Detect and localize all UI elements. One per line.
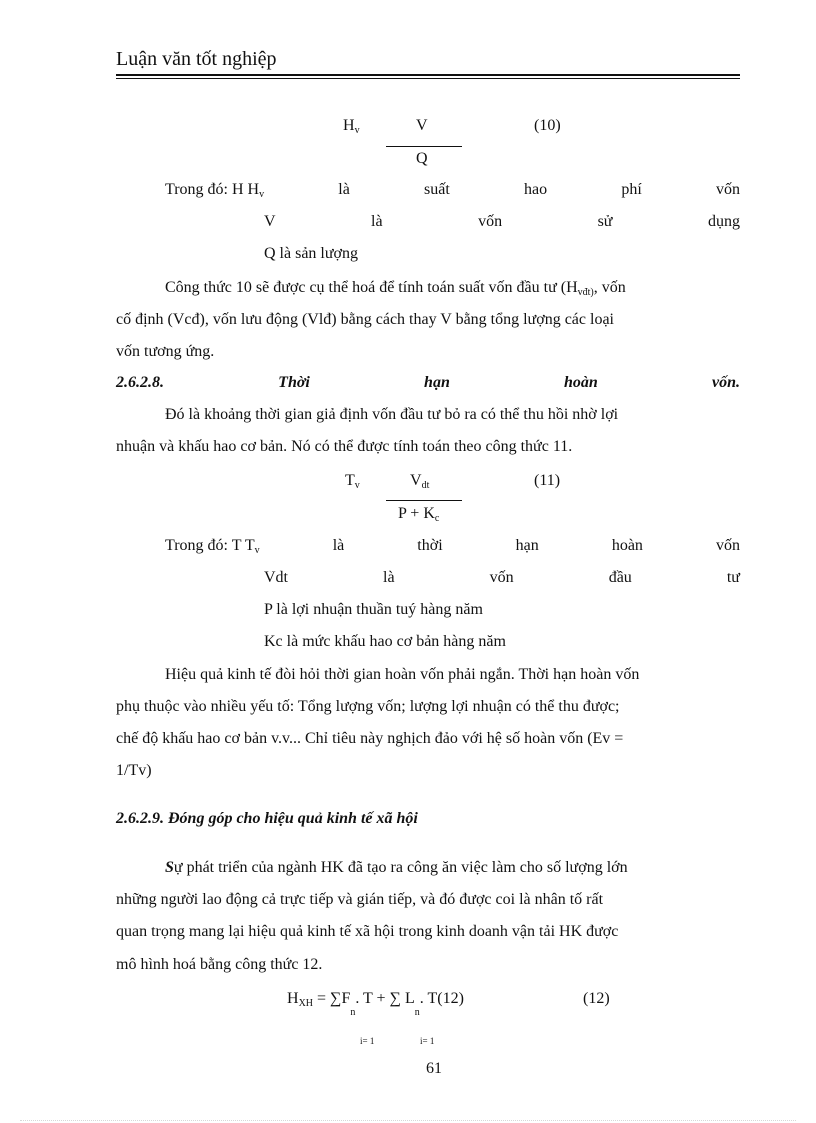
where11-word: vốn <box>489 569 514 586</box>
where10-word: dụng <box>707 213 740 230</box>
where11-line1 <box>165 537 740 556</box>
where10-word: vốn <box>716 181 740 198</box>
page-bottom-edge <box>20 1120 796 1121</box>
formula11-denominator: $P + K_c$ <box>398 505 440 524</box>
where11-word: hoàn <box>611 537 643 554</box>
para-efficiency-line1: Hiệu quả kinh tế đòi hỏi thời gian hoàn vốn phải ngắn. Thời hạn hoàn vốn <box>165 666 640 683</box>
formula11-numerator: $V_{dt}$ <box>410 472 430 491</box>
formula10-denominator: Q <box>416 150 428 167</box>
where10-word: là <box>371 213 383 230</box>
formula10-lhs: $H_v$ <box>343 117 360 136</box>
where10-word: suất <box>424 181 450 198</box>
where10-word: là <box>338 181 350 198</box>
para-2629-line3: quan trọng mang lại hiệu quả kinh tế xã hội trong kinh doanh vận tải HK được <box>116 923 619 940</box>
formula12-expression: $H_{XH} = \sum F_n$. T + ∑ $L_n$. T(12) <box>287 990 464 1018</box>
where10-line2 <box>264 213 740 231</box>
para-2629-line1: Sự phát triển của ngành HK đã tạo ra công ăn việc làm cho số lượng lớn <box>165 859 628 876</box>
page-header-title: Luận văn tốt nghiệp <box>116 48 277 70</box>
where11-word: vốn <box>715 537 740 554</box>
where11-word: hạn <box>515 537 539 554</box>
where11-word: là <box>383 569 395 586</box>
where10-word: sử <box>597 213 613 230</box>
heading-word: hoàn <box>564 374 598 391</box>
heading-word: hạn <box>424 374 450 391</box>
formula10-fraction-bar <box>386 146 462 147</box>
heading-word: 2.6.2.8. <box>116 374 164 391</box>
page-number: 61 <box>426 1060 442 1077</box>
para-2629-line2: những người lao động cả trực tiếp và gián tiếp, và đó được coi là nhân tố rất <box>116 891 604 908</box>
where11-line3: P là lợi nhuận thuần tuý hàng năm <box>264 601 483 618</box>
header-rule-thick <box>116 74 740 76</box>
where10-word: phí <box>621 181 642 198</box>
where11-line4: Kc là mức khấu hao cơ bản hàng năm <box>264 633 506 650</box>
where10-word: vốn <box>478 213 503 230</box>
where11-word: Trong đó: T $T_v$ <box>165 537 260 556</box>
para-formula10-line2: cố định (Vcđ), vốn lưu động (Vlđ) bằng cách thay V bằng tổng lượng các loại <box>116 311 614 328</box>
where11-word: Vdt <box>264 569 288 586</box>
para-2628-line2: nhuận và khấu hao cơ bản. Nó có thể được tính toán theo công thức 11. <box>116 438 573 455</box>
section-2629-heading: 2.6.2.9. Đóng góp cho hiệu quả kinh tế xã hội <box>116 810 418 827</box>
para-2629-line4: mô hình hoá bằng công thức 12. <box>116 956 323 973</box>
para-2628-line1: Đó là khoảng thời gian giả định vốn đầu tư bỏ ra có thể thu hồi nhờ lợi <box>165 406 619 423</box>
where10-line3: Q là sản lượng <box>264 245 359 262</box>
formula12-index1: i= 1 <box>360 1036 375 1046</box>
heading-word: vốn. <box>711 374 740 391</box>
section-2628-heading <box>116 374 740 392</box>
where10-word: V <box>264 213 276 230</box>
formula11-lhs: $T_v$ <box>345 472 360 491</box>
formula11-fraction-bar <box>386 500 462 501</box>
para-formula10-line1: Công thức 10 sẽ được cụ thể hoá để tính toán suất vốn đầu tư ($H_{vđt)}$, vốn <box>165 279 626 298</box>
where10-word: hao <box>524 181 548 198</box>
para-efficiency-line4: 1/Tv) <box>116 762 152 779</box>
heading-word: Thời <box>278 374 310 391</box>
where11-line2 <box>264 569 740 587</box>
para-efficiency-line3: chế độ khấu hao cơ bản v.v... Chỉ tiêu này nghịch đảo với hệ số hoàn vốn (Ev = <box>116 730 624 747</box>
formula11-number: (11) <box>534 472 561 489</box>
where10-word: Trong đó: H $H_v$ <box>165 181 265 200</box>
where10-line1 <box>165 181 740 200</box>
formula12-index2: i= 1 <box>420 1036 435 1046</box>
para-efficiency-line2: phụ thuộc vào nhiều yếu tố: Tổng lượng vốn; lượng lợi nhuận có thể thu được; <box>116 698 620 715</box>
where11-word: đầu <box>608 569 632 586</box>
para-formula10-line3: vốn tương ứng. <box>116 343 215 360</box>
where11-word: thời <box>417 537 443 554</box>
where11-word: là <box>332 537 345 554</box>
where11-word: tư <box>726 569 740 586</box>
formula10-numerator: V <box>416 117 428 134</box>
formula10-number: (10) <box>534 117 561 134</box>
header-rule-thin <box>116 78 740 79</box>
formula12-number: (12) <box>583 990 610 1007</box>
